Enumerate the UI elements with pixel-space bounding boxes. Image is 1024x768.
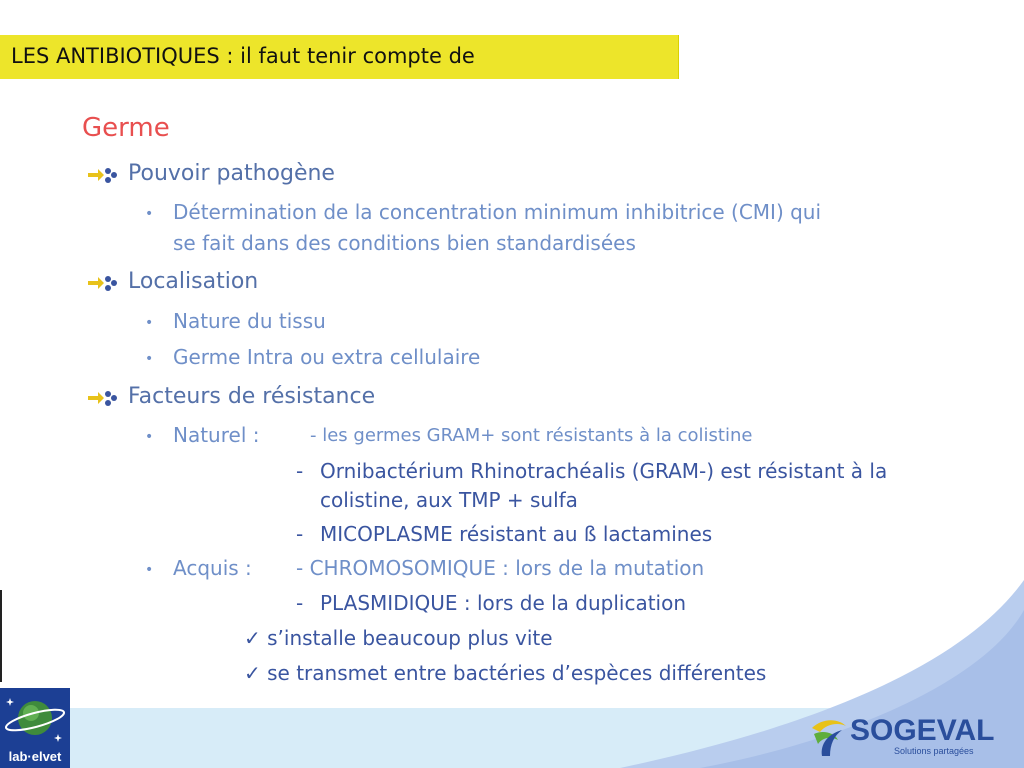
section-heading: Germe bbox=[82, 113, 170, 143]
bullet-dot: • bbox=[145, 429, 154, 445]
check-icon: ✓ bbox=[244, 626, 261, 650]
left-divider-line bbox=[0, 590, 2, 682]
bullet-label: Facteurs de résistance bbox=[128, 384, 376, 409]
micoplasme-text: MICOPLASME résistant au ß lactamines bbox=[320, 522, 713, 546]
bullet-label: Localisation bbox=[128, 269, 259, 294]
lab-elvet-text: lab·elvet bbox=[8, 749, 62, 764]
dash-marker: - bbox=[296, 459, 304, 483]
dash-marker: - bbox=[296, 522, 304, 546]
check-text: s’installe beaucoup plus vite bbox=[267, 626, 553, 650]
sogeval-tagline: Solutions partagées bbox=[894, 746, 974, 756]
title-bar bbox=[0, 35, 679, 79]
lab-elvet-logo bbox=[0, 688, 70, 768]
naturel-label: Naturel : bbox=[173, 423, 260, 447]
sub-bullet-text: Germe Intra ou extra cellulaire bbox=[173, 345, 481, 369]
plasmidique-text: PLASMIDIQUE : lors de la duplication bbox=[320, 591, 687, 615]
check-item-transmet bbox=[244, 661, 766, 685]
sub-bullet-cmi-continued: se fait dans des conditions bien standardisées bbox=[173, 231, 636, 255]
bullet-dot: • bbox=[145, 206, 154, 222]
check-text: se transmet entre bactéries d’espèces différentes bbox=[267, 661, 767, 685]
bullet-dot: • bbox=[145, 351, 154, 367]
arrow-bullet-icon bbox=[88, 165, 118, 185]
sogeval-logo bbox=[808, 712, 998, 762]
planet-icon bbox=[0, 690, 70, 750]
naturel-text: - les germes GRAM+ sont résistants à la colistine bbox=[310, 425, 753, 446]
acquis-text: - CHROMOSOMIQUE : lors de la mutation bbox=[296, 556, 705, 580]
bullet-dot: • bbox=[145, 315, 154, 331]
bullet-label: Pouvoir pathogène bbox=[128, 161, 335, 186]
orni-text-line2: colistine, aux TMP + sulfa bbox=[320, 488, 578, 512]
slide-title: LES ANTIBIOTIQUES : il faut tenir compte de bbox=[11, 44, 475, 68]
orni-text-line1: Ornibactérium Rhinotrachéalis (GRAM-) est résistant à la bbox=[320, 459, 888, 483]
arrow-bullet-icon bbox=[88, 273, 118, 293]
sub-bullet-text: Détermination de la concentration minimum inhibitrice (CMI) qui bbox=[173, 200, 822, 224]
check-item-installe bbox=[244, 626, 553, 650]
arrow-bullet-icon bbox=[88, 388, 118, 408]
bullet-dot: • bbox=[145, 562, 154, 578]
acquis-label: Acquis : bbox=[173, 556, 252, 580]
check-icon: ✓ bbox=[244, 661, 261, 685]
sogeval-name: SOGEVAL bbox=[850, 714, 995, 747]
dash-marker: - bbox=[296, 591, 304, 615]
sub-bullet-text: Nature du tissu bbox=[173, 309, 326, 333]
sogeval-swirl-icon bbox=[808, 714, 852, 758]
